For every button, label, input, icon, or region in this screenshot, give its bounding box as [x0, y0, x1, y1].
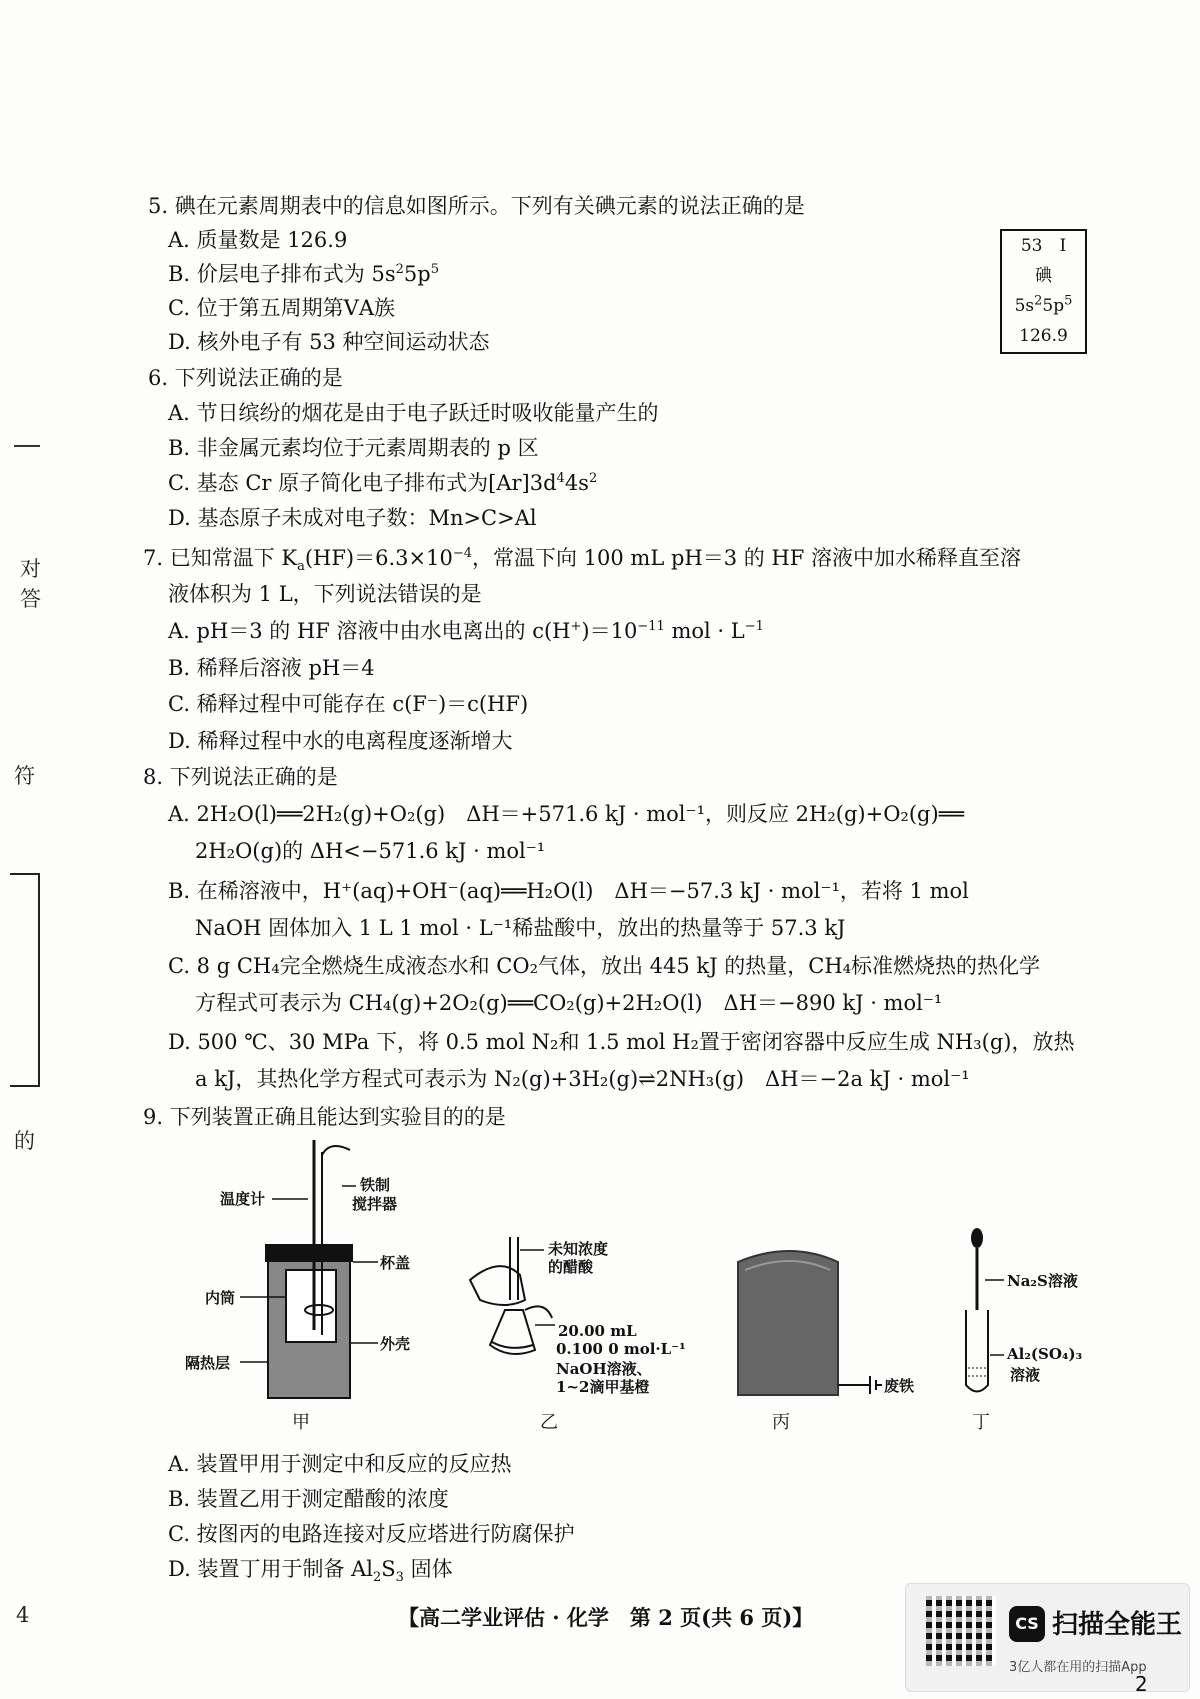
label-base-4: 1~2滴甲基橙 — [556, 1378, 650, 1396]
tile-name: 碘 — [1035, 266, 1052, 286]
q9-option-c: C. 按图丙的电路连接对反应塔进行防腐保护 — [168, 1522, 575, 1546]
label-base-2: 0.100 0 mol·L⁻¹ — [556, 1340, 686, 1358]
label-base-3: NaOH溶液、 — [556, 1360, 652, 1378]
q6-option-d: D. 基态原子未成对电子数：Mn>C>Al — [168, 506, 537, 530]
caption-jia: 甲 — [292, 1412, 310, 1433]
label-stirrer-1: 铁制 — [360, 1176, 391, 1194]
caption-bing: 丙 — [772, 1412, 790, 1433]
camscanner-brand: 扫描全能王 — [1052, 1610, 1183, 1640]
q5-stem: 5. 碘在元素周期表中的信息如图所示。下列有关碘元素的说法正确的是 — [148, 194, 805, 218]
q8-option-a-line1: A. 2H₂O(l)══2H₂(g)+O₂(g) ΔH＝+571.6 kJ · mol⁻¹，则反应 2H₂(g)+O₂(g)══ — [168, 802, 964, 826]
q7-option-c: C. 稀释过程中可能存在 c(F⁻)＝c(HF) — [168, 692, 529, 716]
camscanner-tagline: 3亿人都在用的扫描App — [1009, 1660, 1147, 1675]
label-base-1: 20.00 mL — [558, 1322, 637, 1340]
tile-number-symbol: 53 I — [1020, 236, 1067, 256]
caption-yi: 乙 — [540, 1412, 558, 1433]
label-al2so4-1: Al₂(SO₄)₃ — [1007, 1345, 1083, 1363]
label-al2so4-2: 溶液 — [1010, 1366, 1041, 1384]
q9-option-d: D. 装置丁用于制备 $Al_2S_3$ 固体 — [168, 1557, 453, 1586]
margin-form-box — [10, 873, 40, 1087]
label-na2s: Na₂S溶液 — [1007, 1272, 1078, 1290]
q8-option-c-line2: 方程式可表示为 CH₄(g)+2O₂(g)══CO₂(g)+2H₂O(l) ΔH＝−890 kJ · mol⁻¹ — [195, 991, 943, 1015]
q8-option-d-line2: a kJ，其热化学方程式可表示为 N₂(g)+3H₂(g)⇌2NH₃(g) ΔH＝−2a kJ · mol⁻¹ — [195, 1067, 970, 1091]
q5-option-b: B. 价层电子排布式为 $5s^25p^5$ — [168, 262, 439, 286]
q8-stem: 8. 下列说法正确的是 — [143, 765, 338, 789]
label-thermometer: 温度计 — [220, 1190, 266, 1208]
margin-fragment-4: 的 — [14, 1129, 35, 1153]
margin-dash — [14, 445, 40, 447]
margin-fragment-5: 4 — [16, 1603, 30, 1627]
q7-option-d: D. 稀释过程中水的电离程度逐渐增大 — [168, 729, 513, 753]
q6-option-a: A. 节日缤纷的烟花是由于电子跃迁时吸收能量产生的 — [168, 401, 659, 425]
label-shell: 外壳 — [380, 1335, 411, 1353]
label-inner-cylinder: 内筒 — [205, 1289, 236, 1307]
label-stirrer-2: 搅拌器 — [352, 1195, 398, 1213]
caption-ding: 丁 — [972, 1412, 990, 1433]
q7-option-b: B. 稀释后溶液 pH＝4 — [168, 656, 375, 680]
tile-mass: 126.9 — [1019, 326, 1068, 346]
label-acid-1: 未知浓度 — [548, 1240, 609, 1258]
dropper-testtube-diagram — [966, 1228, 988, 1392]
q7-stem-line1: 7. 已知常温下 $K_a(HF)=6.3\times 10^{-4}$，常温下向 100 mL pH＝3 的 HF 溶液中加水稀释直至溶 — [143, 546, 1021, 575]
q7-stem-line2: 液体积为 1 L，下列说法错误的是 — [168, 582, 482, 606]
calorimeter-diagram — [265, 1140, 353, 1398]
margin-fragment-1: 对 — [20, 557, 41, 581]
label-scrap-iron: 废铁 — [884, 1377, 915, 1395]
q5-option-c: C. 位于第五周期第ⅤA族 — [168, 296, 396, 320]
margin-fragment-2: 答 — [20, 587, 41, 611]
q9-option-b: B. 装置乙用于测定醋酸的浓度 — [168, 1487, 449, 1511]
corrosion-tower-diagram — [738, 1251, 882, 1395]
camscanner-logo-icon: CS — [1009, 1606, 1045, 1642]
page-mark: 2 — [1135, 1672, 1148, 1696]
q9-stem: 9. 下列装置正确且能达到实验目的的是 — [143, 1105, 506, 1129]
titration-diagram — [470, 1237, 552, 1354]
q5-option-d: D. 核外电子有 53 种空间运动状态 — [168, 330, 490, 354]
margin-fragment-3: 符 — [14, 764, 35, 788]
page-footer: 【高二学业评估 · 化学 第 2 页(共 6 页)】 — [398, 1605, 814, 1630]
label-insulation: 隔热层 — [185, 1354, 231, 1372]
q6-stem: 6. 下列说法正确的是 — [148, 366, 343, 390]
q6-option-b: B. 非金属元素均位于元素周期表的 p 区 — [168, 436, 539, 460]
q8-option-d-line1: D. 500 ℃、30 MPa 下，将 0.5 mol N₂和 1.5 mol H₂置于密闭容器中反应生成 NH₃(g)，放热 — [168, 1030, 1075, 1054]
label-acid-2: 的醋酸 — [548, 1258, 594, 1276]
q5-option-a: A. 质量数是 126.9 — [168, 228, 348, 252]
q8-option-a-line2: 2H₂O(g)的 ΔH<−571.6 kJ · mol⁻¹ — [195, 839, 546, 863]
q9-option-a: A. 装置甲用于测定中和反应的反应热 — [168, 1452, 512, 1476]
q8-option-b-line1: B. 在稀溶液中，H⁺(aq)+OH⁻(aq)══H₂O(l) ΔH＝−57.3 kJ · mol⁻¹，若将 1 mol — [168, 879, 969, 903]
q7-option-a: A. pH＝3 的 HF 溶液中由水电离出的 $c(H^+)=10^{-11}$ mol · $L^{-1}$ — [168, 619, 764, 643]
tile-config: $5s^25p^5$ — [1014, 293, 1073, 316]
q8-option-b-line2: NaOH 固体加入 1 L 1 mol · L⁻¹稀盐酸中，放出的热量等于 57.3 kJ — [195, 916, 846, 940]
q8-option-c-line1: C. 8 g CH₄完全燃烧生成液态水和 CO₂气体，放出 445 kJ 的热量，CH₄标准燃烧热的热化学 — [168, 954, 1041, 978]
label-lid: 杯盖 — [380, 1254, 411, 1272]
q6-option-c: C. 基态 Cr 原子简化电子排布式为$[Ar]3d^44s^2$ — [168, 471, 598, 495]
